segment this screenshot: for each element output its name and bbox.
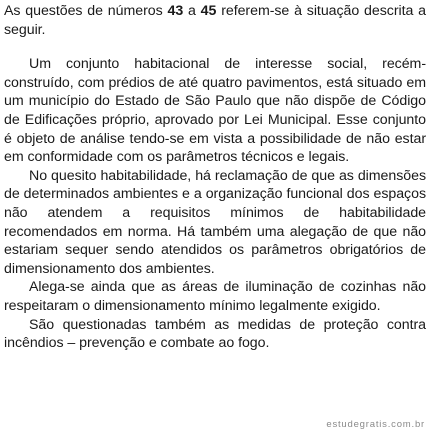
question-number-start: 43 (167, 3, 184, 19)
paragraph-context: Um conjunto habitacional de interesse social, recém-construído, com prédios de até quatro pavimentos, está situado em um município do Estado de São Paulo que não dispõe de Código de Edificações próprio, aprovado por Lei Municipal. Esse conjunto é objeto de análise tendo-se em vista a possibilidade de não estar em conformidade com os parâmetros técnicos e legais. (4, 56, 426, 166)
question-number-end: 45 (200, 3, 217, 19)
intro-line (4, 2, 426, 39)
intro-prefix: As questões de números (4, 3, 168, 19)
paragraph-kitchen-lighting: Alega-se ainda que as áreas de iluminação de cozinhas não respeitaram o dimensionamento mínimo legalmente exigido. (4, 279, 426, 314)
paragraph-habitability: No quesito habitabilidade, há reclamação de que as dimensões de determinados ambientes e a organização funcional dos espaços não atendem a requisitos mínimos de habitabilidade recomendados em norma. Há também uma alegação de que não estariam sequer sendo atendidos os parâmetros obrigatórios de dimensionamento dos ambientes. (4, 167, 426, 277)
question-context (4, 2, 426, 353)
site-watermark: estudegratis.com.br (326, 419, 425, 430)
intro-mid: a (183, 3, 201, 19)
intro-suffix: referem-se à situação descrita a seguir. (4, 3, 426, 38)
paragraph-fire-protection: São questionadas também as medidas de proteção contra incêndios – prevenção e combate ao fogo. (4, 316, 426, 352)
